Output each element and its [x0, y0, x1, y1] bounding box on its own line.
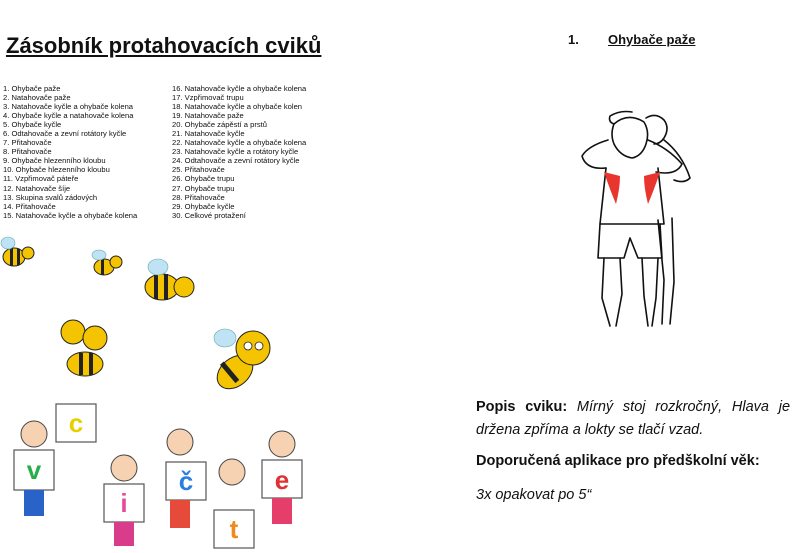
exercise-list-item: 9. Ohybače hlezenního kloubu: [3, 156, 106, 166]
description-text: Mírný stoj rozkročný, Hlava je držena zpříma a lokty se tlačí vzad.: [476, 399, 791, 438]
sign-letter: c: [68, 408, 84, 438]
exercise-list-item: 16. Natahovače kyčle a ohybače kolena: [172, 84, 307, 93]
exercise-list-item: 14. Přitahovače: [3, 201, 56, 211]
exercise-list-item: 28. Přitahovače: [172, 192, 225, 202]
exercise-list-item: 25. Přitahovače: [172, 165, 225, 175]
exercise-list-item: 17. Vzpřimovač trupu: [172, 93, 244, 103]
exercise-list-column-2: [172, 84, 306, 220]
exercise-list-item: 30. Celkové protažení: [172, 210, 246, 220]
children-group: [14, 404, 302, 548]
exercise-list-item: 19. Natahovače paže: [172, 111, 244, 121]
exercise-list-item: 27. Ohybače trupu: [172, 183, 235, 193]
sign-letter: e: [274, 465, 290, 495]
muscle-highlight: [644, 172, 660, 204]
exercise-list-item: 24. Odtahovače a zevní rotátory kyčle: [172, 156, 300, 166]
exercise-title: Ohybače paže: [608, 32, 696, 47]
exercise-list-item: 8. Přitahovače: [3, 147, 52, 157]
exercise-list-item: 13. Skupina svalů zádových: [3, 192, 98, 202]
exercise-list-item: 29. Ohybače kyčle: [172, 201, 235, 211]
exercise-list-item: 22. Natahovače kyčle a ohybače kolena: [172, 138, 307, 148]
exercise-description: [476, 396, 790, 442]
exercise-list-item: 4. Ohybače kyčle a natahovače kolena: [3, 111, 134, 121]
exercise-list-item: 21. Natahovače kyčle: [172, 129, 245, 139]
sign-letter: v: [26, 455, 42, 485]
exercise-list-column-1: [3, 84, 137, 220]
exercise-list-item: 1. Ohybače paže: [3, 84, 61, 93]
muscle-highlight: [604, 172, 620, 204]
exercise-list-item: 23. Natahovače kyčle a rotátory kyčle: [172, 147, 299, 157]
application-heading: Doporučená aplikace pro předškolní věk:: [476, 453, 760, 469]
page-title: Zásobník protahovacích cviků: [6, 33, 322, 58]
exercise-list-item: 3. Natahovače kyčle a ohybače kolena: [3, 102, 134, 112]
exercise-list-item: 11. Vzpřimovač páteře: [3, 174, 79, 184]
bees-and-children-illustration: [0, 232, 310, 553]
exercise-list-item: 18. Natahovače kyčle a ohybače kolen: [172, 102, 303, 112]
bee-icon: [1, 237, 34, 266]
exercise-list-item: 7. Přitahovače: [3, 138, 52, 148]
exercise-list-item: 26. Ohybače trupu: [172, 174, 235, 184]
exercise-list-item: 5. Ohybače kyčle: [3, 120, 62, 130]
stretching-figure-illustration: [568, 110, 708, 330]
exercise-list-item: 12. Natahovače šíje: [3, 183, 71, 193]
sign-letter: t: [229, 514, 239, 544]
repetition-text: 3x opakovat po 5“: [476, 487, 592, 503]
exercise-list-item: 2. Natahovače paže: [3, 93, 71, 103]
sign-letter: i: [120, 488, 128, 518]
exercise-list-item: 10. Ohybače hlezenního kloubu: [3, 165, 110, 175]
bee-icon: [92, 250, 122, 275]
bee-icon: [61, 320, 107, 376]
right-page: [400, 0, 800, 553]
exercise-list-item: 6. Odtahovače a zevní rotátory kyčle: [3, 129, 127, 139]
description-label: Popis cviku:: [476, 399, 568, 415]
exercise-list-item: 20. Ohybače zápěstí a prstů: [172, 120, 267, 130]
exercise-heading: [568, 32, 695, 47]
sign-letter: č: [178, 466, 194, 496]
exercise-number: 1.: [568, 32, 579, 47]
bee-icon: [211, 329, 270, 396]
bee-icon: [145, 259, 194, 300]
exercise-list-item: 15. Natahovače kyčle a ohybače kolena: [3, 210, 138, 220]
